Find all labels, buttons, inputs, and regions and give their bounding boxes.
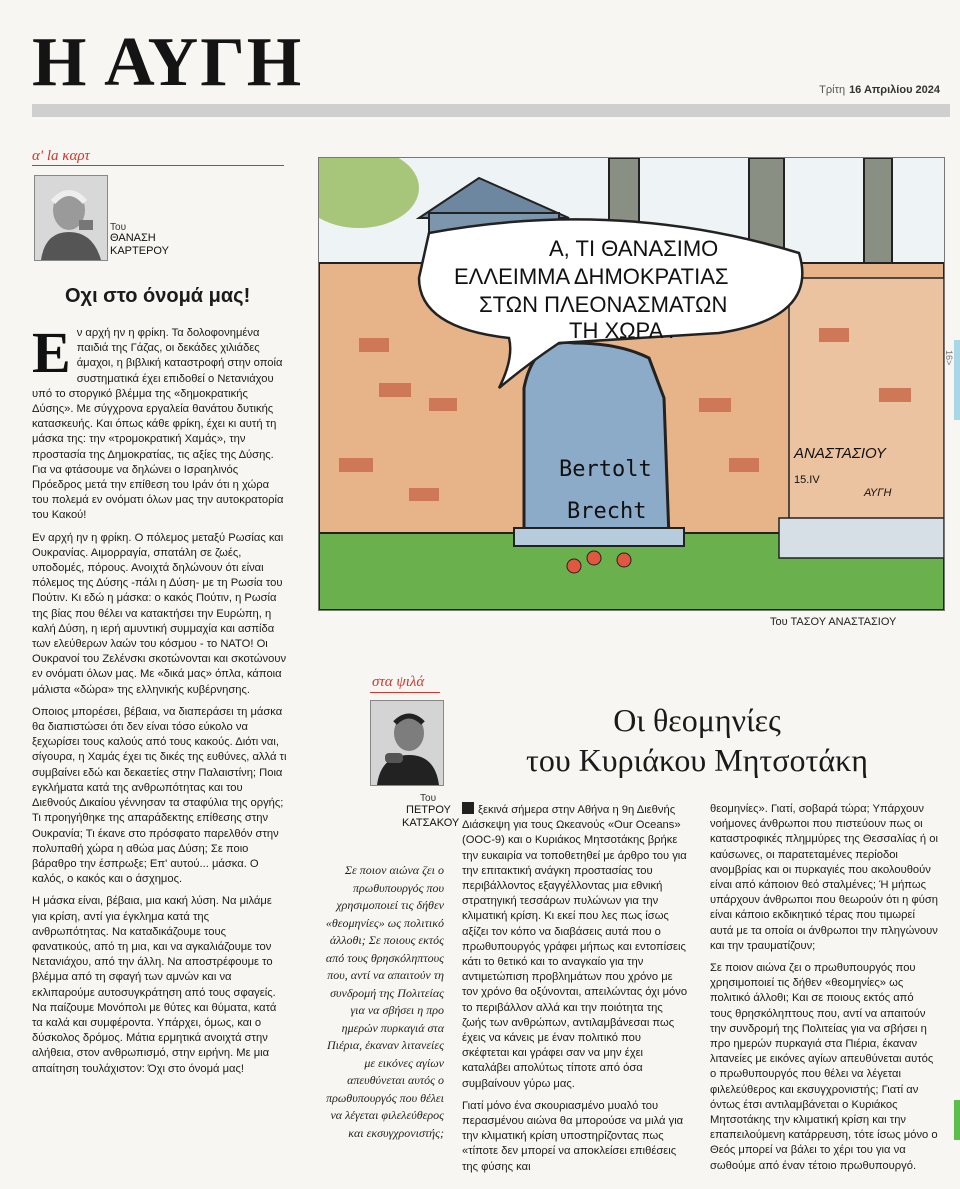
masthead-rule bbox=[32, 104, 950, 117]
paragraph-4: Η μάσκα είναι, βέβαια, μια κακή λύση. Να μιλάμε για κρίση, αντί για έγκλημα κατά της ανθρωπότητας. Να καταδικάζουμε τους φανατικούς, από τη μια, και να αγκαλιάζουμε τον Νετανιάχου, από την άλλη. Να αποστρέφουμε το βλέμμα από τη σφαγή των αμνών και να εκλιπαρούμε αυτοσυγκράτηση από τους σφαγείς. Να παίζουμε Μονόπολι με θύτες και θύματα, κατά τα καλά και συμφέροντα. Υπάρχει, όμως, και ο δύσκολος δρόμος. Μάτια ερμητικά ανοιχτά στην αλήθεια, στον ανθρωπισμό, στην ειρήνη. Με μια απαίτηση τουλάχιστον: Όχι στο όνομά μας! bbox=[32, 895, 277, 1075]
article-b-paragraph-2: Σε ποιον αιώνα ζει ο πρωθυπουργός που χρησιμοποιεί τις δήθεν «θεομηνίες» ως πολιτικό άλλοθι; Και σε ποιους εκτός από τους θρησκόληπτους που, αντί να απαιτούν την συνδρομή της Πολιτείας για να σβήσει η προ ημερών πυρκαγιά στα Πιέρια, έκαναν λιτανείες με εικόνες αγίων απευθύνεται αυτός ο πρωθυπουργός που θέλει να λέγεται φιλελεύθερος και εκσυγχρονιστής; Γιατί αν όντως έτσι αντιλαμβάνεται ο Κυριάκος Μητσοτάκης την κλιματική κρίση και την επαπειλούμενη κατάρρευση, τότε ίσως μόνο ο Θεός μπορεί να βάλει το χέρι του για να σωθούμε από έναν τέτοιο πρωθυπουργό. bbox=[710, 962, 938, 1172]
speech-line-3: ΣΤΩΝ ΠΛΕΟΝΑΣΜΑΤΩΝ bbox=[479, 292, 728, 317]
drop-square bbox=[462, 802, 474, 814]
headline-line-2: του Κυριάκου Μητσοτάκη bbox=[525, 742, 869, 778]
column-body bbox=[32, 320, 288, 1084]
author-name-line2: ΚΑΡΤΕΡΟΥ bbox=[110, 245, 169, 257]
margin-page-mark: 16> bbox=[944, 350, 954, 366]
author-portrait-image-2 bbox=[371, 701, 443, 785]
issue-date-text: 16 Απριλίου 2024 bbox=[849, 84, 940, 96]
author-name-line1: ΘΑΝΑΣΗ bbox=[110, 232, 156, 244]
editorial-cartoon bbox=[318, 157, 945, 611]
cartoon-signature: ΑΝΑΣΤΑΣΙΟΥ bbox=[794, 445, 886, 462]
article-b-paragraph-1: θεομηνίες». Γιατί, σοβαρά τώρα; Υπάρχουν νοήμονες άνθρωποι που πιστεύουν πως οι καταστροφικές πλημμύρες της Θεσσαλίας ή οι καύσωνες, οι παρατεταμένες περίοδοι ανομβρίας και οι πυρκαγιές που ακολουθούν είναι από κάποιον θεό σταλμένες; Ή μήπως υπάρχουν άνθρωποι που θεωρούν ότι η φύση είναι κάποιο εκδικητικό τέρας που τιμωρεί αυτά με τα οποία οι άνθρωποι την πληγώνουν και την τραυματίζουν; bbox=[710, 803, 938, 952]
byline-prefix-2: Του bbox=[420, 793, 437, 804]
margin-color-strip bbox=[954, 340, 960, 420]
paragraph-1 bbox=[32, 320, 288, 524]
author-photo-katsakou bbox=[370, 700, 444, 786]
article-headline bbox=[462, 700, 932, 780]
credit-prefix: Του bbox=[770, 616, 788, 628]
credit-name: ΤΑΣΟΥ ΑΝΑΣΤΑΣΙΟΥ bbox=[790, 616, 897, 628]
article-a-paragraph-1-text: ξεκινά σήμερα στην Αθήνα η 9η Διεθνής Διάσκεψη για τους Ωκεανούς «Our Oceans» (OOC-9) και ο Κυριάκος Μητσοτάκης βρήκε την ευκαιρία να τοποθετηθεί με άρθρο του για την επιτακτική ανάγκη προστασίας του περιβάλλοντος εξαγγέλλοντας μια εθνική στρατηγική τεσσάρων πυλώνων για την κλιματική κρίση. Κι εκεί που λες πως ίσως αξίζει τον κόπο να διαβάσεις αυτά που ο πρωθυπουργός γράφει μήπως και εντοπίσεις κάτι το θετικό και το αναγκαίο για την αντιμετώπιση προβλημάτων που χρόνο με τον χρόνο θα οξύνονται, απειλώντας όχι μόνο το περιβάλλον αλλά και την ποιότητα της ζωής των ανθρώπων, αντιλαμβάνεσαι πως έχεις να κάνεις με έναν πολιτικό που σκέφτεται και γράφει σαν να μην έχει καταλάβει απολύτως τίποτε από όσα συμβαίνουν γύρω μας. bbox=[462, 804, 688, 1090]
article-column-a bbox=[462, 802, 690, 1182]
tombstone-line-2: Brecht bbox=[567, 499, 647, 524]
paragraph-1-text: ν αρχή ην η φρίκη. Τα δολοφονημένα παιδιά της Γάζας, οι δεκάδες χιλιάδες άμαχοι, η βιβλική καταστροφή στην οποία συστηματικά έχει επιδοθεί ο Νετανιάχου υπό το στοργικό βλέμμα της «δημοκρατικής Δύσης». Με σύγχρονα εργαλεία θανάτου δυτικής κατασκευής. Και όπως κάθε φρίκη, έχει κι αυτή τη μάσκα της: την «τρομοκρατική Χαμάς», την προστασία της Δημοκρατίας, τις αξίες της Δύσης. Για να φτάσουμε να δηλώνει ο Ισραηλινός Πρόεδρος μετά την επίθεση του Ιράν ότι η χώρα του πολεμά εν ονόματι όλων μας την αυτοκρατορία του Κακού! bbox=[32, 327, 284, 522]
paragraph-3: Οποιος μπορέσει, βέβαια, να διαπεράσει τη μάσκα θα διαπιστώσει ότι δεν είναι τόσο εύκολο να ξεχωρίσει τους καλούς από τους κακούς. Διότι ναι, σίγουρα, η Χαμάς έχει τις δικές της ευθύνες, αλλά τι συμβαίνει εδώ και δεκαετίες στην Παλαιστίνη; Ποια εγκλήματα κατά της ανθρωπότητας και του Διεθνούς Δικαίου γέννησαν τα σταφύλια της οργής; Τι προηγήθηκε της απαράδεκτης επίθεσης στην Ουκρανία; Τι έκανε στο πρόσφατο παρελθόν στην πολυπαθή χώρα η αθώα μας Δύση; Σε ποιο βάραθρο την έσπρωξε; Επ' αυτού... μάσκα. Ο καλός, ο κακός και ο άσχημος. bbox=[32, 705, 287, 886]
article-a-paragraph-2: Γιατί μόνο ένα σκουριασμένο μυαλό του περασμένου αιώνα θα μπορούσε να μιλά για την κλιματική κρίση υποστηρίζοντας πως «τίποτε δεν μπορεί να αποκλείσει επιθέσεις της φύσης και bbox=[462, 1099, 684, 1173]
author2-name-line2: ΚΑΤΣΑΚΟΥ bbox=[402, 817, 460, 829]
paragraph-2: Εν αρχή ην η φρίκη. Ο πόλεμος μεταξύ Ρωσίας και Ουκρανίας. Αιμορραγία, σπατάλη σε ζωές, υποδομές, πόρους. Ανοιχτά δηλώνουν ότι είναι πόλεμος της Δύσης -πάλι η Δύση- με τη Ρωσία του Πούτιν. Κι εδώ η μάσκα: ο κακός Πούτιν, η Ρωσία της βίας που θέλει να κατακτήσει την Ευρώπη, η καλή Δύση, η ιερή αμυντική συμμαχία και ασπίδα των ελεύθερων λαών του κόσμου - το ΝΑΤΟ! Οι Ουκρανοί του Ζελένσκι σκοτώνονται και σκοτώνουν εν ονόματι όλων μας. Με «δικά μας» όπλα, κάποια μάλιστα «δώρα» της ελληνικής κυβέρνησης. bbox=[32, 531, 287, 696]
cartoon-drawing bbox=[319, 158, 944, 610]
pull-quote: Σε ποιον αιώνα ζει ο πρωθυπουργός που χρησιμοποιεί τις δήθεν «θεομηνίες» ως πολιτικό άλλοθι; Σε ποιους εκτός από τους θρησκόληπτους που, αντί να απαιτούν τη συνδρομή της Πολιτείας για να σβήσει η προ ημερών πυρκαγιά στα Πιέρια, έκαναν λιτανείες με εικόνες αγίων απευθύνεται αυτός ο πρωθυπουργός που θέλει να λέγεται φιλελεύθερος και εκσυγχρονιστής; bbox=[325, 863, 444, 1140]
section-label-sta-psila: στα ψιλά bbox=[372, 674, 425, 690]
headline-line-1: Οι θεομηνίες bbox=[613, 702, 781, 738]
section-label-a-la-carte: α' la καρτ bbox=[32, 148, 90, 164]
article-a-paragraph-1 bbox=[462, 802, 690, 1092]
byline-prefix: Του bbox=[110, 222, 127, 233]
issue-day: Τρίτη bbox=[819, 84, 846, 96]
speech-line-1: Α, ΤΙ ΘΑΝΑΣΙΜΟ bbox=[549, 236, 719, 261]
section-rule bbox=[32, 165, 284, 166]
issue-date bbox=[819, 84, 940, 96]
article-column-b bbox=[710, 802, 938, 1181]
column-title: Οχι στο όνομά μας! bbox=[65, 285, 251, 307]
dropcap-letter: Ε bbox=[32, 320, 71, 385]
speech-line-2: ΕΛΛΕΙΜΜΑ ΔΗΜΟΚΡΑΤΙΑΣ bbox=[454, 264, 729, 289]
author-photo-karterou bbox=[34, 175, 108, 261]
cartoon-date: 15.IV bbox=[794, 474, 820, 486]
cartoon-credit bbox=[770, 616, 896, 628]
speech-line-4: ΤΗ ΧΩΡΑ . bbox=[569, 318, 675, 343]
author2-name-line1: ΠΕΤΡΟΥ bbox=[406, 804, 451, 816]
section-rule-2 bbox=[370, 692, 440, 693]
newspaper-masthead: Η ΑΥΓΗ bbox=[32, 24, 304, 101]
author-portrait-image bbox=[35, 176, 107, 260]
cartoon-tag: ΑΥΓΗ bbox=[864, 487, 892, 499]
margin-color-strip-2 bbox=[954, 1100, 960, 1140]
tombstone-line-1: Bertolt bbox=[559, 457, 652, 482]
